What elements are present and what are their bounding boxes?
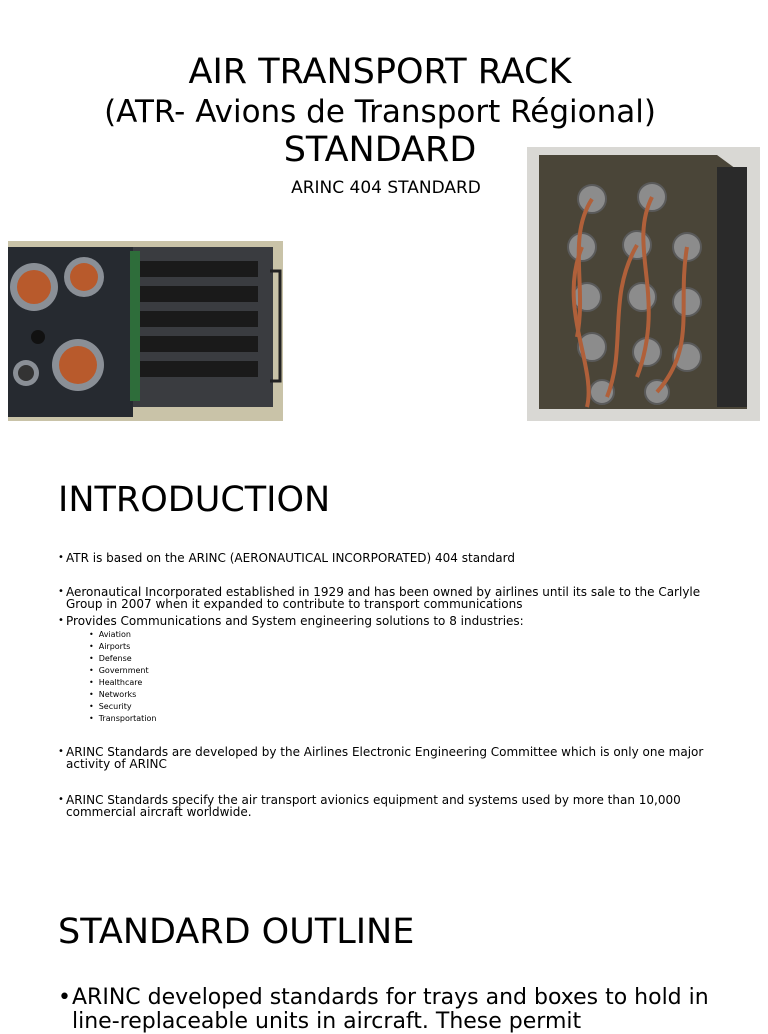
- industry-list-item: • Networks: [89, 690, 137, 699]
- slide-title-line1: AIR TRANSPORT RACK: [188, 52, 572, 92]
- outline-bullet-1: • ARINC developed standards for trays and boxes to hold in line-replaceable units in aircraft. These permit: [58, 985, 709, 1034]
- industry-list-item: • Airports: [89, 642, 131, 651]
- industry-list-item: • Aviation: [89, 630, 131, 639]
- intro-bullet-4: • ARINC Standards are developed by the Airlines Electronic Engineering Committee which is only one major activity of ARINC: [58, 745, 704, 771]
- atr-box-photo-right: [527, 147, 760, 421]
- atr-box-photo-left: [8, 241, 283, 421]
- intro-heading: INTRODUCTION: [58, 480, 331, 520]
- industry-list-item: • Security: [89, 702, 132, 711]
- industry-list-item: • Healthcare: [89, 678, 143, 687]
- intro-bullet-3: • Provides Communications and System engineering solutions to 8 industries:: [58, 614, 524, 628]
- slide-subtitle: ARINC 404 STANDARD: [291, 178, 481, 198]
- industry-list-item: • Government: [89, 666, 149, 675]
- intro-bullet-2: • Aeronautical Incorporated established in 1929 and has been owned by airlines until its sale to the Carlyle Group in 2007 when it expanded to contribute to transport communications: [58, 585, 701, 611]
- industry-list-item: • Transportation: [89, 714, 157, 723]
- industry-list-item: • Defense: [89, 654, 132, 663]
- intro-bullet-5: • ARINC Standards specify the air transport avionics equipment and systems used by more than 10,000 commercial aircraft worldwide.: [58, 793, 681, 819]
- slide-title-line3: STANDARD: [283, 130, 477, 170]
- slide-title-line2: (ATR- Avions de Transport Régional): [104, 94, 656, 130]
- outline-heading: STANDARD OUTLINE: [58, 912, 415, 952]
- intro-bullet-1: • ATR is based on the ARINC (AERONAUTICAL INCORPORATED) 404 standard: [58, 551, 515, 565]
